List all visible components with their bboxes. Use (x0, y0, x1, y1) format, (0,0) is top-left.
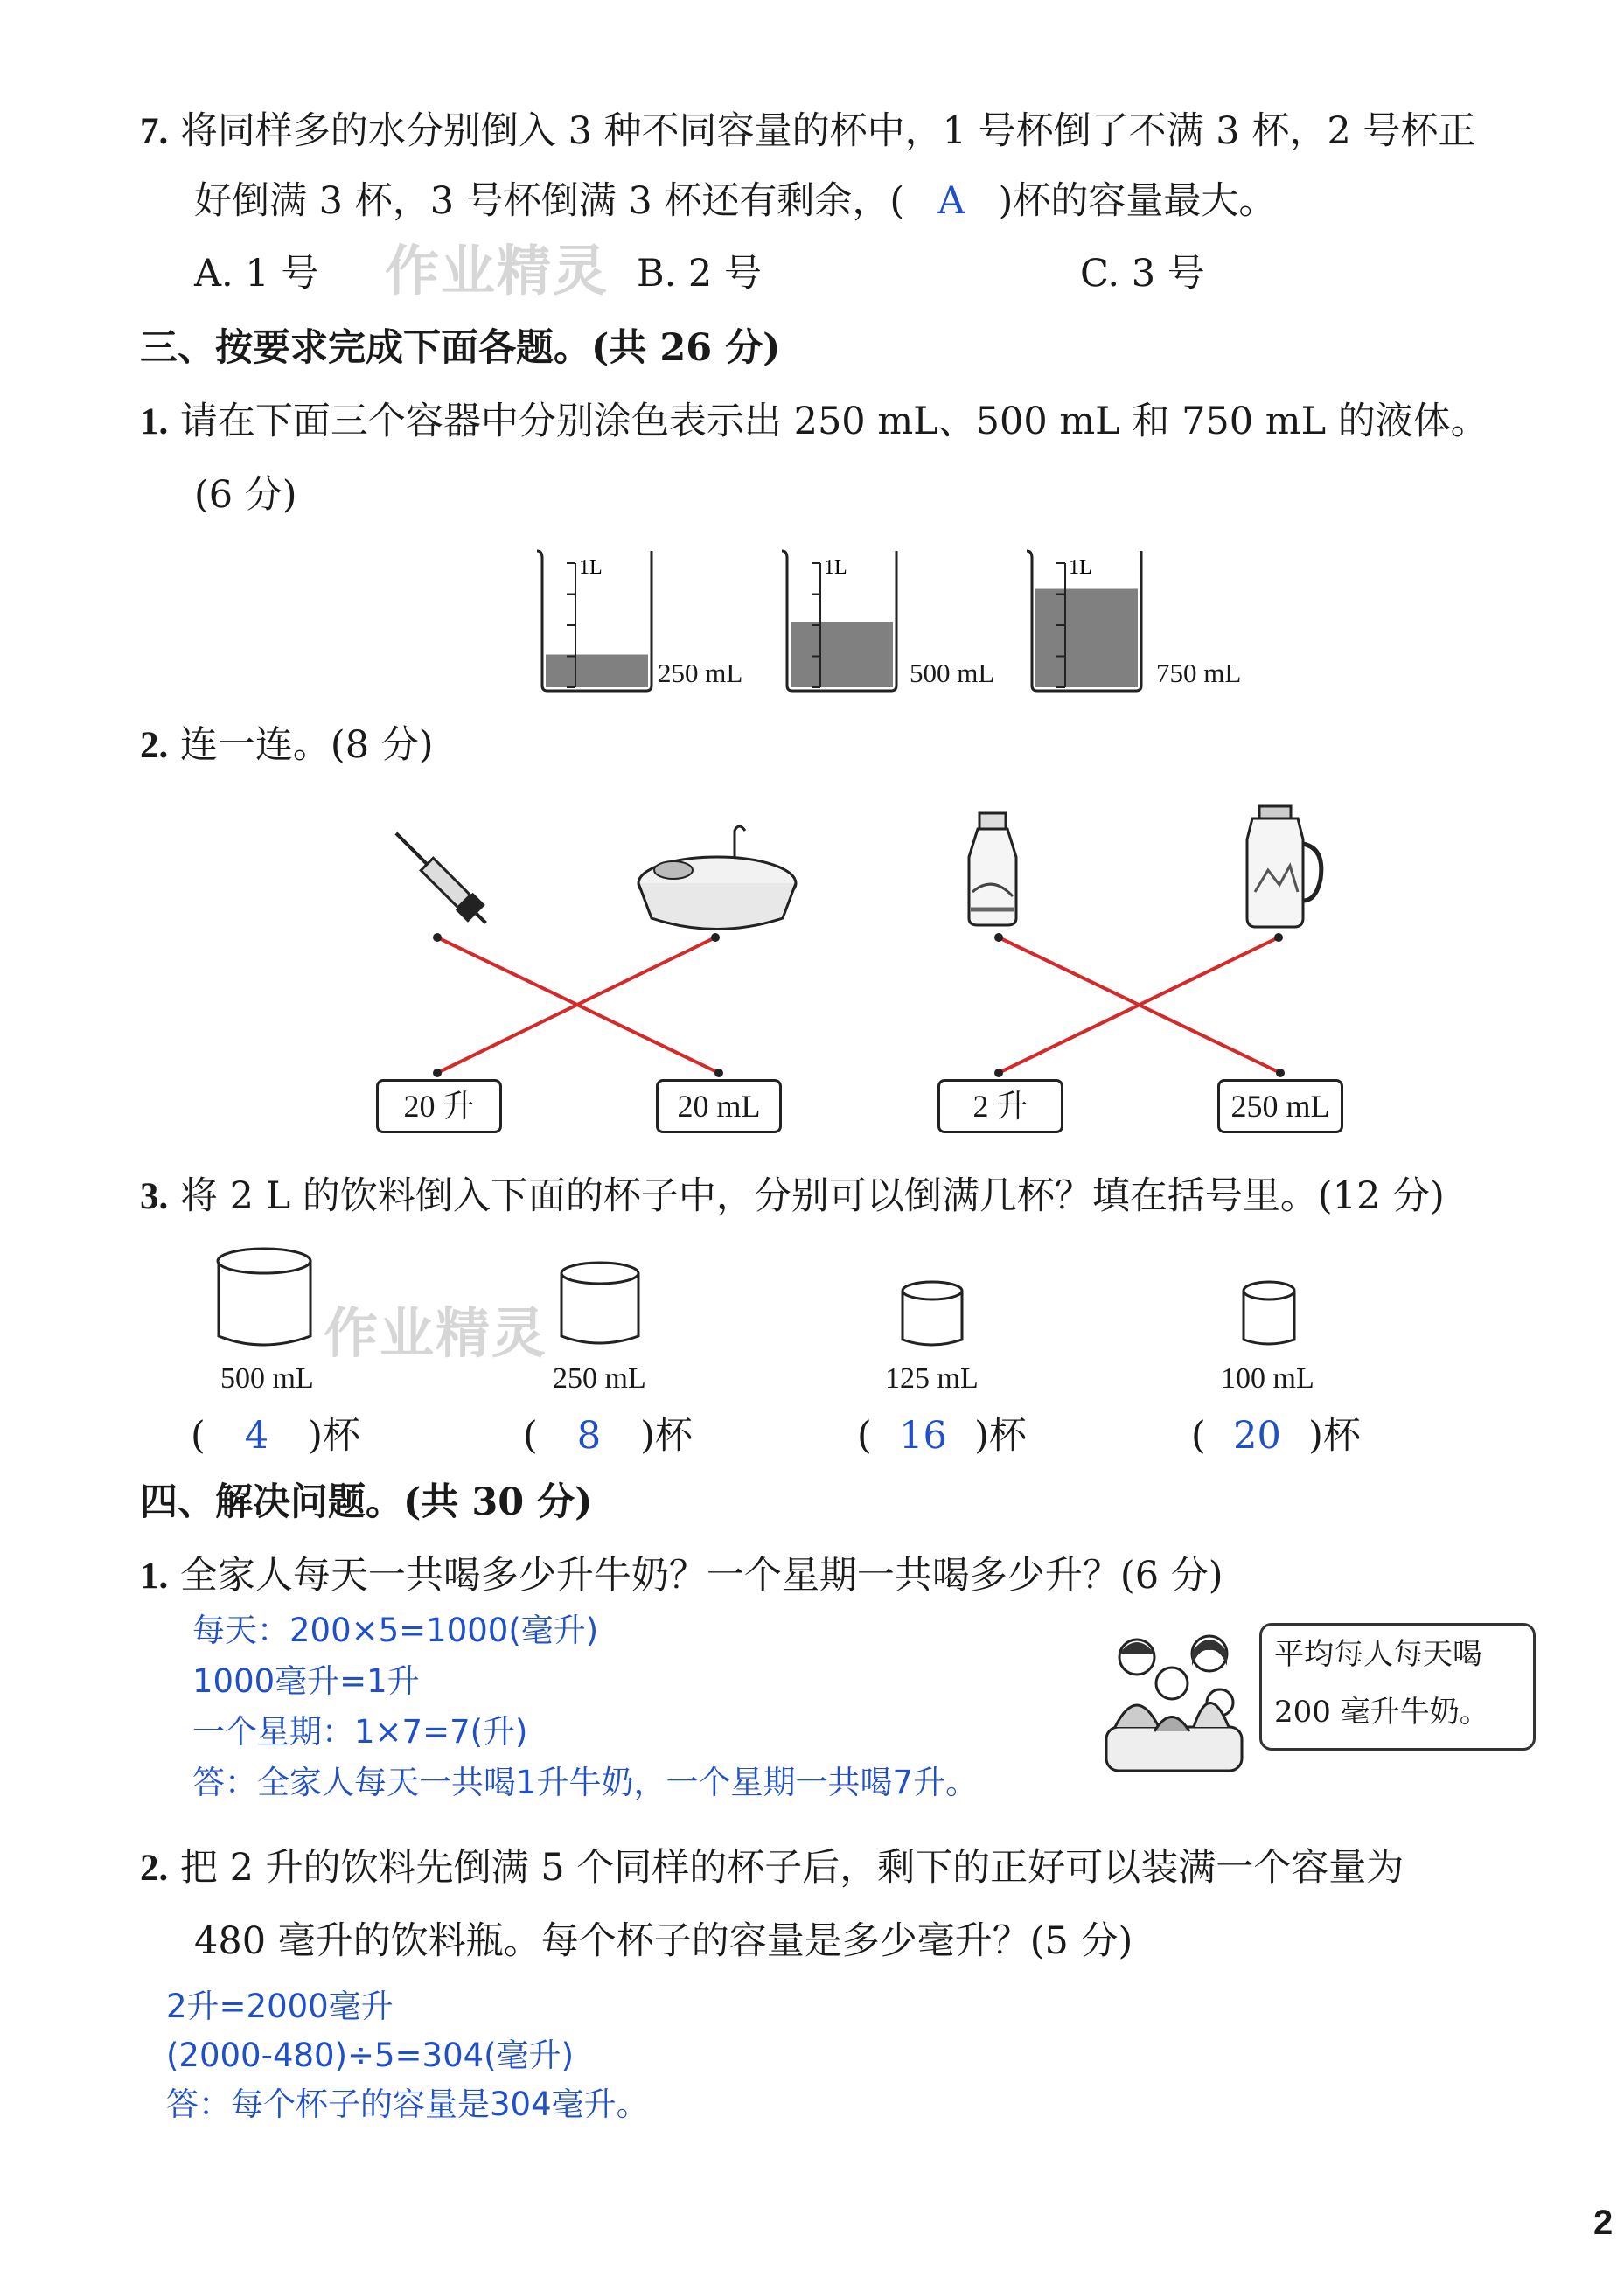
cup-label-125: 125 mL (885, 1362, 979, 1395)
section3-heading: 三、按要求完成下面各题。(共 26 分) (140, 326, 781, 370)
watermark: 作业精灵 (385, 239, 610, 303)
s4-q1-solution-1: 每天：200×5=1000(毫升) (192, 1612, 599, 1649)
s3-q3-line (140, 1170, 1445, 1223)
s3-q1-text: 请在下面三个容器中分别涂色表示出 250 mL、500 mL 和 750 mL 的液体。 (179, 400, 1488, 443)
s4-q1-line (140, 1549, 1223, 1603)
bathtub-icon (638, 826, 796, 930)
cup-125-icon (903, 1282, 962, 1345)
family-illustration (1098, 1622, 1251, 1779)
q7-option-b: B. 2 号 (637, 252, 762, 296)
box-250-ml: 250 mL (1217, 1079, 1343, 1133)
paren-unit: )杯 (1308, 1414, 1361, 1458)
q7-option-a: A. 1 号 (194, 252, 319, 296)
cup-answer-250 (523, 1410, 693, 1462)
answer-125: 16 (899, 1414, 947, 1458)
q7-line1 (140, 105, 1475, 158)
liquid-fill (1035, 589, 1138, 688)
cup-answer-125 (857, 1410, 1027, 1462)
s3-q1-line1 (140, 395, 1488, 449)
thermos-icon (1247, 806, 1321, 927)
s4-q1-text: 全家人每天一共喝多少升牛奶？一个星期一共喝多少升？(6 分) (179, 1554, 1223, 1598)
s4-q2-text: 把 2 升的饮料先倒满 5 个同样的杯子后，剩下的正好可以装满一个容量为 (179, 1846, 1404, 1890)
beaker-label-500: 500 mL (910, 658, 995, 688)
q7-option-c: C. 3 号 (1080, 252, 1205, 296)
syringe-icon (387, 825, 494, 931)
cup-250-icon (561, 1263, 638, 1343)
matching-figure (350, 787, 1364, 1084)
beaker-label-750: 750 mL (1156, 658, 1242, 688)
paren-open: ( (1191, 1414, 1206, 1458)
answer-250: 8 (576, 1414, 602, 1458)
paren-unit: )杯 (974, 1414, 1027, 1458)
cup-500-icon (218, 1249, 310, 1345)
paren-unit: )杯 (308, 1414, 360, 1458)
box-20-liters: 20 升 (376, 1079, 502, 1133)
cup-label-500: 500 mL (220, 1362, 314, 1395)
beaker-icon (537, 551, 652, 691)
s4-q1-solution-3: 一个星期：1×7=7(升) (192, 1713, 528, 1751)
s3-q2-text: 连一连。(8 分) (179, 723, 434, 767)
beaker-top-label: 1L (579, 556, 603, 579)
s4-q2-solution-3: 答：每个杯子的容量是304毫升。 (166, 2086, 649, 2123)
liquid-fill (791, 622, 893, 687)
q7-text-before: 好倒满 3 杯，3 号杯倒满 3 杯还有剩余，( (194, 179, 905, 223)
speech-line-2: 200 毫升牛奶。 (1274, 1695, 1489, 1730)
cup-answer-500 (191, 1410, 360, 1462)
paren-open: ( (523, 1414, 538, 1458)
q7-answer: A (937, 179, 965, 223)
page-number: 2 (1593, 2204, 1614, 2242)
beaker-top-label: 1L (824, 556, 847, 579)
s4-q2-line1 (140, 1842, 1404, 1895)
answer-500: 4 (244, 1414, 269, 1458)
s3-q2-line (140, 719, 434, 772)
paren-open: ( (857, 1414, 872, 1458)
s4-q2-line2: 480 毫升的饮料瓶。每个杯子的容量是多少毫升？(5 分) (194, 1919, 1133, 1963)
milk-bottle-icon (969, 813, 1016, 925)
beaker-label-250: 250 mL (658, 658, 743, 688)
s3-q3-text: 将 2 L 的饮料倒入下面的杯子中，分别可以倒满几杯？填在括号里。(12 分) (179, 1174, 1445, 1218)
s4-q2-number: 2. (140, 1848, 169, 1889)
paren-open: ( (191, 1414, 206, 1458)
s4-q1-number: 1. (140, 1556, 169, 1597)
box-2-liters: 2 升 (937, 1079, 1063, 1133)
s3-q1-number: 1. (140, 401, 169, 442)
s4-q1-solution-4: 答：全家人每天一共喝1升牛奶，一个星期一共喝7升。 (192, 1764, 979, 1801)
s3-q2-number: 2. (140, 725, 169, 766)
q7-text-after: )杯的容量最大。 (998, 179, 1277, 223)
q7-number: 7. (140, 111, 169, 152)
s4-q2-solution-1: 2升=2000毫升 (166, 1988, 394, 2025)
s3-q3-number: 3. (140, 1176, 169, 1217)
cup-answer-100 (1191, 1410, 1361, 1462)
speech-line-1: 平均每人每天喝 (1274, 1637, 1482, 1672)
section4-heading: 四、解决问题。(共 30 分) (140, 1480, 593, 1524)
watermark: 作业精灵 (324, 1301, 548, 1365)
box-20-ml: 20 mL (656, 1079, 782, 1133)
liquid-fill (546, 655, 648, 688)
beaker-icon (1027, 551, 1141, 691)
beaker-icon (782, 551, 896, 691)
s3-q1-line2: (6 分) (194, 473, 297, 517)
speech-bubble (1259, 1623, 1536, 1751)
cups-figure (201, 1242, 1338, 1364)
s4-q2-solution-2: (2000-480)÷5=304(毫升) (166, 2037, 575, 2074)
answer-100: 20 (1233, 1414, 1281, 1458)
q7-text: 将同样多的水分别倒入 3 种不同容量的杯中，1 号杯倒了不满 3 杯，2 号杯正 (179, 109, 1476, 153)
paren-unit: )杯 (640, 1414, 693, 1458)
s4-q1-solution-2: 1000毫升=1升 (192, 1662, 420, 1700)
cup-100-icon (1244, 1282, 1294, 1344)
cup-label-100: 100 mL (1221, 1362, 1314, 1395)
q7-line2 (194, 175, 1276, 227)
cup-label-250: 250 mL (553, 1362, 646, 1395)
beaker-top-label: 1L (1069, 556, 1092, 579)
